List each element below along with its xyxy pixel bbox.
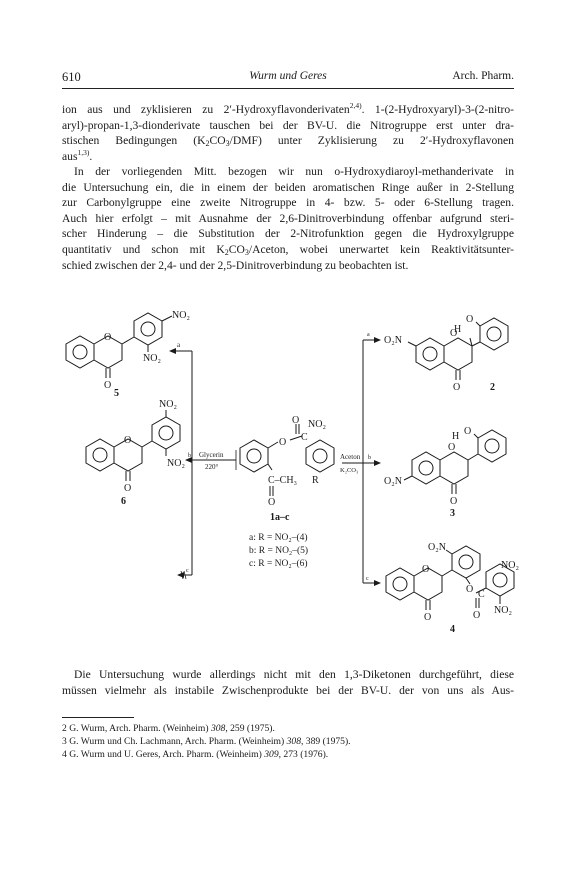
text-line: aryl)-propan-1,3-dionderivate tauschen bei der BV-U. die Nitrogruppe erst unter dra- bbox=[62, 118, 514, 132]
nitro-group-label: NO₂ bbox=[167, 458, 185, 469]
carbonyl-oxygen-label: O bbox=[450, 496, 458, 507]
nitro-group-label: NO₂ bbox=[172, 310, 190, 321]
substituent-definition-a: a: R = NO₂–(4) bbox=[249, 533, 308, 543]
carbonyl-oxygen-label: O bbox=[453, 382, 461, 393]
carbonyl-oxygen-label: O bbox=[473, 610, 481, 621]
substituent-definition-c: c: R = NO₂–(6) bbox=[249, 559, 308, 569]
text-line: zur Carbonylgruppe eine zweite Nitrogruppe in 4- bzw. 5- oder 6-Stellung tragen. bbox=[62, 196, 514, 210]
text-line: Die Untersuchung wurde allerdings nicht mit den 1,3-Diketonen durchgeführt, diese bbox=[74, 668, 514, 681]
substituent-r-label: R bbox=[312, 475, 319, 486]
arrow-label-a: a bbox=[177, 341, 181, 349]
nitro-group-label: NO₂ bbox=[159, 399, 177, 410]
carbonyl-oxygen-label: O bbox=[424, 612, 432, 623]
nitro-group-label: NO₂ bbox=[494, 605, 512, 616]
nitro-group-label: O₂N bbox=[384, 335, 402, 346]
text-line: ion aus und zyklisieren zu 2′-Hydroxyflavonderivaten$^{2,4)}$. 1-(2-Hydroxyaryl)-3-(2-nitro- bbox=[62, 101, 515, 116]
carbonyl-carbon-label: C bbox=[478, 589, 485, 600]
arrow-label-c: c bbox=[366, 576, 369, 582]
hydrogen-atom-label: H bbox=[452, 431, 460, 442]
text-line: scher Hinderung – die Substitution der 2-Nitrofunktion gegen die Hydroxylgruppe bbox=[62, 227, 514, 241]
reaction-scheme bbox=[0, 300, 576, 640]
oxygen-atom-label: O bbox=[450, 328, 458, 339]
carbonyl-oxygen-label: O bbox=[124, 483, 132, 494]
oxygen-atom-label: O bbox=[422, 564, 430, 575]
nitro-group-label: O₂N bbox=[428, 542, 446, 553]
text-line: die Untersuchung ein, die in einem der beiden aromatischen Ringe außer in 2-Stellung bbox=[62, 180, 514, 194]
condition-aceton: Aceton bbox=[340, 453, 361, 461]
text-line: stischen Bedingungen $(K_2CO_3/DMF)$ unter Zyklisierung zu 2′-Hydroxyflavonen bbox=[62, 134, 514, 149]
footnote-rule bbox=[62, 717, 134, 718]
paragraph-2 bbox=[62, 164, 514, 273]
page-number: 610 bbox=[62, 70, 81, 84]
substituent-definition-b: b: R = NO₂–(5) bbox=[249, 546, 309, 556]
running-title: Wurm und Geres bbox=[249, 70, 327, 82]
nitro-group-label: O₂N bbox=[384, 476, 402, 487]
compound-number-1: 1a–c bbox=[270, 512, 290, 523]
ester-oxygen-label: O bbox=[466, 584, 474, 595]
carbonyl-carbon-label: C bbox=[301, 432, 308, 443]
condition-base: K₂CO₃ bbox=[340, 467, 359, 474]
footnote-4: 4 G. Wurm und U. Geres, Arch. Pharm. (Weinheim) 309, 273 (1976). bbox=[62, 749, 329, 760]
hydroxyl-oxygen-label: O bbox=[466, 314, 474, 325]
compound-number-6: 6 bbox=[121, 496, 126, 507]
hydroxyl-oxygen-label: O bbox=[464, 426, 472, 437]
carbonyl-oxygen-label: O bbox=[104, 380, 112, 391]
journal-name: Arch. Pharm. bbox=[452, 70, 514, 82]
structure-compound-5 bbox=[66, 313, 172, 378]
arrow-label-b: b bbox=[368, 455, 371, 461]
carbonyl-oxygen-label: O bbox=[268, 497, 276, 508]
acetyl-group-label: C–CH₃ bbox=[268, 475, 298, 486]
arrow-label-a: a bbox=[367, 332, 370, 338]
oxygen-atom-label: O bbox=[448, 442, 456, 453]
nitro-group-label: NO₂ bbox=[308, 419, 326, 430]
compound-number-2: 2 bbox=[490, 382, 495, 393]
paragraph-1 bbox=[62, 102, 514, 164]
text-line: Auch hier erfolgt – mit Ausnahme der 2,6-Dinitroverbindung offenbar aufgrund steri- bbox=[62, 211, 514, 225]
nitro-group-label: NO₂ bbox=[143, 353, 161, 364]
structure-compound-6 bbox=[86, 410, 180, 481]
nitro-group-label: NO₂ bbox=[501, 560, 519, 571]
condition-glycerin: Glycerin bbox=[199, 451, 224, 459]
carbonyl-oxygen-label: O bbox=[292, 415, 300, 426]
text-line: quantitativ und schon mit $K_2CO_3$/Aceton, wobei unerwartet kein Reaktivitätsunter- bbox=[62, 242, 515, 257]
structure-compound-4 bbox=[386, 546, 514, 610]
oxygen-atom-label: O bbox=[124, 435, 132, 446]
header-rule bbox=[62, 88, 514, 89]
text-line: aus$^{1,3)}$. bbox=[62, 147, 93, 163]
text-line: müssen vielmehr als instabile Zwischenprodukte bei der BV-U. der von uns als Aus- bbox=[62, 683, 514, 697]
condition-temperature: 220° bbox=[205, 463, 219, 471]
paragraph-3 bbox=[62, 667, 514, 698]
ester-oxygen-label: O bbox=[279, 437, 287, 448]
footnote-2: 2 G. Wurm, Arch. Pharm. (Weinheim) 308, 259 (1975). bbox=[62, 723, 275, 734]
hydrogen-atom-label: H bbox=[454, 324, 462, 335]
oxygen-atom-label: O bbox=[104, 332, 112, 343]
arrow-label-b: b bbox=[188, 453, 191, 459]
running-header bbox=[62, 70, 514, 86]
compound-number-4: 4 bbox=[450, 624, 455, 635]
compound-number-3: 3 bbox=[450, 508, 455, 519]
footnote-3: 3 G. Wurm und Ch. Lachmann, Arch. Pharm. (Weinheim) 308, 389 (1975). bbox=[62, 736, 351, 747]
text-line: schied zwischen der 2,4- und der 2,5-Dinitroverbindung zu beobachten ist. bbox=[62, 258, 409, 272]
arrow-label-c: c bbox=[186, 568, 189, 574]
compound-number-5: 5 bbox=[114, 388, 119, 399]
text-line: In der vorliegenden Mitt. bezogen wir nun o-Hydroxydiaroyl-methanderivate in bbox=[74, 165, 514, 178]
